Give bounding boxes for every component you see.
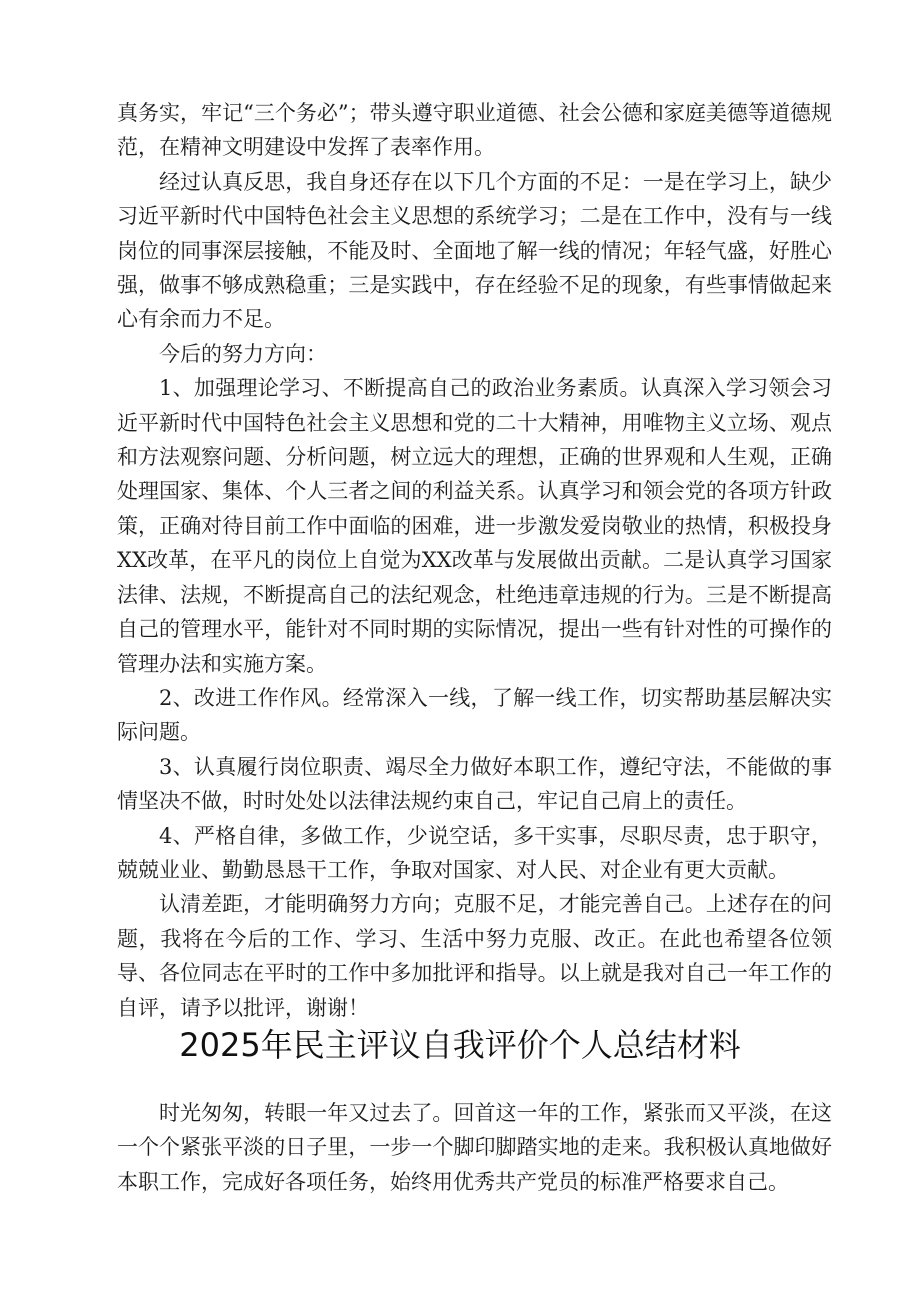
paragraph-continuation: 真务实，牢记“三个务必”；带头遵守职业道德、社会公德和家庭美德等道德规范，在精神文明建设中发挥了表率作用。 [117,101,832,160]
body-text-section-1 [117,96,832,1025]
body-text-section-2 [117,1096,832,1199]
paragraph-conclusion: 认清差距，才能明确努力方向；克服不足，才能完善自己。上述存在的问题，我将在今后的工作、学习、生活中努力克服、改正。在此也希望各位领导、各位同志在平时的工作中多加批评和指导。以上就是我对自己一年工作的自评，请予以批评，谢谢！ [117,892,832,1020]
paragraph-item-1: 1、加强理论学习、不断提高自己的政治业务素质。认真深入学习领会习近平新时代中国特色社会主义思想和党的二十大精神，用唯物主义立场、观点和方法观察问题、分析问题，树立远大的理想，正确的世界观和人生观，正确处理国家、集体、个人三者之间的利益关系。认真学习和领会党的各项方针政策，正确对待目前工作中面临的困难，进一步激发爱岗敬业的热情，积极投身XX改革，在平凡的岗位上自觉为XX改革与发展做出贡献。二是认真学习国家法律、法规，不断提高自己的法纪观念，杜绝违章违规的行为。三是不断提高自己的管理水平，能针对不同时期的实际情况，提出一些有针对性的可操作的管理办法和实施方案。 [117,376,832,676]
paragraph-item-3: 3、认真履行岗位职责、竭尽全力做好本职工作，遵纪守法，不能做的事情坚决不做，时时处处以法律法规约束自己，牢记自己肩上的责任。 [117,754,832,814]
paragraph-direction-heading: 今后的努力方向： [159,341,327,366]
document-title: 2025年民主评议自我评价个人总结材料 [179,1026,741,1064]
paragraph-item-2: 2、改进工作作风。经常深入一线，了解一线工作，切实帮助基层解决实际问题。 [117,685,832,745]
paragraph-shortcomings: 经过认真反思，我自身还存在以下几个方面的不足：一是在学习上，缺少习近平新时代中国特色社会主义思想的系统学习；二是在工作中，没有与一线岗位的同事深层接触，不能及时、全面地了解一线的情况；年轻气盛，好胜心强，做事不够成熟稳重；三是实践中，存在经验不足的现象，有些事情做起来心有余而力不足。 [117,169,832,332]
paragraph-opening: 时光匆匆，转眼一年又过去了。回首这一年的工作，紧张而又平淡，在这一个个紧张平淡的日子里，一步一个脚印脚踏实地的走来。我积极认真地做好本职工作，完成好各项任务，始终用优秀共产党员的标准严格要求自己。 [117,1101,832,1194]
paragraph-item-4: 4、严格自律，多做工作，少说空话，多干实事，尽职尽责，忠于职守，兢兢业业、勤勤恳恳干工作，争取对国家、对人民、对企业有更大贡献。 [117,823,832,882]
